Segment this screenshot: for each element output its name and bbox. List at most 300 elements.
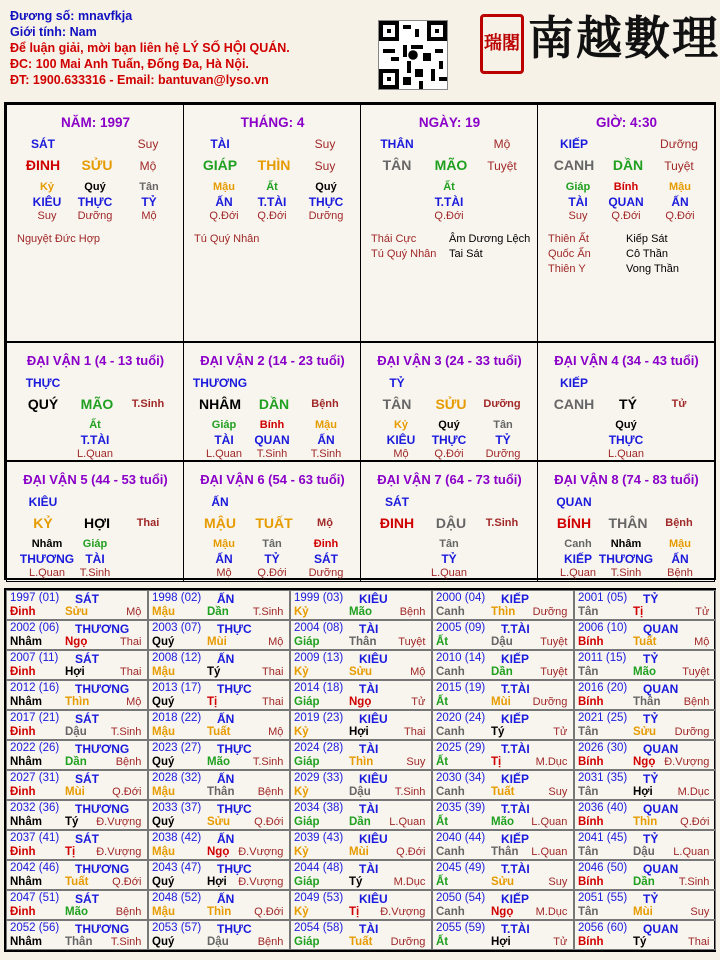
gender-label: Giới tính: bbox=[10, 25, 67, 39]
year-stage: M.Dục bbox=[393, 876, 426, 888]
year-branch: Sửu bbox=[65, 606, 89, 618]
year-stem: Kỷ bbox=[294, 906, 309, 918]
qr-code[interactable] bbox=[378, 20, 448, 90]
year-stem: Đinh bbox=[10, 846, 36, 858]
dai-van-cell bbox=[537, 461, 715, 582]
dai-van-branch: HỢI bbox=[84, 515, 110, 531]
year-label: 2031 (35) bbox=[578, 772, 628, 784]
hidden-stem: Mậu bbox=[669, 181, 691, 193]
dai-van-cell bbox=[360, 461, 538, 582]
hidden-stage: Mộ bbox=[141, 210, 157, 222]
hidden-god: T.TÀI bbox=[434, 195, 464, 209]
year-stage: Q.Đới bbox=[680, 816, 710, 828]
year-branch: Tị bbox=[633, 606, 644, 618]
year-god: T.TÀI bbox=[501, 622, 530, 636]
year-god: T.TÀI bbox=[501, 682, 530, 696]
year-stage: Mộ bbox=[694, 636, 710, 648]
year-stage: Thai bbox=[403, 726, 426, 738]
year-label: 2012 (16) bbox=[10, 682, 60, 694]
year-cell[interactable] bbox=[6, 770, 148, 800]
year-cell[interactable] bbox=[148, 620, 290, 650]
year-cell[interactable] bbox=[148, 590, 290, 620]
year-stem: Ất bbox=[436, 636, 449, 648]
year-label: 2033 (37) bbox=[152, 802, 202, 814]
pillar-branch: MÃO bbox=[434, 157, 468, 173]
star-left: Thiên Y bbox=[548, 263, 586, 275]
year-cell[interactable] bbox=[6, 890, 148, 920]
hidden-stage: L.Quan bbox=[607, 448, 645, 460]
year-god: KIÊU bbox=[359, 592, 388, 606]
year-god: TÀI bbox=[359, 622, 379, 636]
year-label: 2048 (52) bbox=[152, 892, 202, 904]
year-stage: Suy bbox=[690, 906, 710, 918]
year-cell[interactable] bbox=[290, 680, 432, 710]
year-stem: Nhâm bbox=[10, 636, 42, 648]
pillar-title: GIỜ: 4:30 bbox=[595, 115, 658, 130]
year-cell[interactable] bbox=[6, 920, 148, 950]
year-cell[interactable] bbox=[432, 830, 574, 860]
pillar-stage: Dưỡng bbox=[660, 137, 698, 151]
year-branch: Thìn bbox=[349, 756, 374, 768]
dai-van-title: ĐẠI VẬN 3 (24 - 33 tuổi) bbox=[377, 353, 522, 368]
year-label: 2027 (31) bbox=[10, 772, 60, 784]
year-branch: Hợi bbox=[65, 666, 85, 678]
year-label: 2040 (44) bbox=[436, 832, 486, 844]
dai-van-stem: MẬU bbox=[204, 515, 236, 531]
year-cell[interactable] bbox=[432, 800, 574, 830]
year-label: 1999 (03) bbox=[294, 592, 344, 604]
year-label: 2037 (41) bbox=[10, 832, 60, 844]
year-branch: Sửu bbox=[207, 816, 231, 828]
year-stage: Mộ bbox=[268, 726, 284, 738]
hidden-stage: Q.Đới bbox=[665, 210, 695, 222]
year-grid bbox=[4, 588, 716, 952]
year-branch: Tuất bbox=[65, 876, 89, 888]
year-stem: Đinh bbox=[10, 786, 36, 798]
year-label: 2052 (56) bbox=[10, 922, 60, 934]
hidden-stage: L.Quan bbox=[430, 567, 468, 579]
year-stage: Tuyệt bbox=[540, 636, 568, 648]
year-stem: Giáp bbox=[294, 816, 320, 828]
year-cell[interactable] bbox=[290, 770, 432, 800]
year-branch: Thìn bbox=[491, 606, 516, 618]
dai-van-stage: Dưỡng bbox=[483, 398, 521, 410]
year-god: THỰC bbox=[217, 802, 252, 816]
year-god: TÀI bbox=[359, 862, 379, 876]
year-label: 2053 (57) bbox=[152, 922, 202, 934]
year-stage: Q.Đới bbox=[254, 906, 284, 918]
star-left: Tú Quý Nhân bbox=[371, 248, 437, 260]
year-stage: Thai bbox=[261, 696, 284, 708]
year-cell[interactable] bbox=[574, 920, 716, 950]
year-stem: Ất bbox=[436, 936, 449, 948]
year-cell[interactable] bbox=[148, 860, 290, 890]
hidden-stem: Đinh bbox=[313, 538, 339, 550]
year-cell[interactable] bbox=[432, 770, 574, 800]
year-stem: Tân bbox=[578, 786, 599, 798]
hidden-stem: Tân bbox=[262, 538, 282, 550]
year-cell[interactable] bbox=[6, 680, 148, 710]
year-god: TÀI bbox=[359, 802, 379, 816]
hidden-god: ẤN bbox=[317, 433, 335, 447]
year-cell[interactable] bbox=[148, 800, 290, 830]
gender-value: Nam bbox=[69, 25, 97, 39]
year-label: 2009 (13) bbox=[294, 652, 344, 664]
year-label: 2054 (58) bbox=[294, 922, 344, 934]
year-cell[interactable] bbox=[432, 890, 574, 920]
year-stem: Ất bbox=[436, 696, 449, 708]
year-god: TÀI bbox=[359, 682, 379, 696]
year-cell[interactable] bbox=[6, 650, 148, 680]
hidden-god: ẤN bbox=[671, 195, 689, 209]
year-god: TỶ bbox=[643, 712, 659, 726]
year-label: 2034 (38) bbox=[294, 802, 344, 814]
year-god: TỶ bbox=[643, 772, 659, 786]
year-label: 2039 (43) bbox=[294, 832, 344, 844]
dai-van-branch: SỬU bbox=[435, 396, 467, 412]
star-right: Tai Sát bbox=[449, 248, 483, 260]
year-branch: Sửu bbox=[633, 726, 657, 738]
year-god: THƯƠNG bbox=[75, 742, 130, 756]
year-label: 2007 (11) bbox=[10, 652, 59, 664]
hidden-god: THƯƠNG bbox=[598, 552, 654, 566]
hidden-god: THỰC bbox=[77, 195, 113, 209]
year-stage: Thai bbox=[261, 666, 284, 678]
year-cell[interactable] bbox=[6, 590, 148, 620]
year-god: TỶ bbox=[643, 892, 659, 906]
year-stem: Bính bbox=[578, 636, 604, 648]
year-cell[interactable] bbox=[148, 740, 290, 770]
dai-van-branch: TUẤT bbox=[255, 515, 293, 531]
hidden-stem: Kỷ bbox=[39, 181, 55, 193]
dai-van-title: ĐẠI VẬN 8 (74 - 83 tuổi) bbox=[554, 472, 699, 487]
hidden-stage: Dưỡng bbox=[77, 210, 113, 222]
year-god: THỰC bbox=[217, 742, 252, 756]
hidden-stem: Tân bbox=[493, 419, 513, 431]
logo: 南越數理 bbox=[528, 11, 720, 65]
year-cell[interactable] bbox=[432, 680, 574, 710]
dai-van-god: TỶ bbox=[389, 376, 405, 390]
hidden-stem: Mậu bbox=[213, 538, 235, 550]
year-god: KIẾP bbox=[501, 892, 530, 906]
year-stage: Bệnh bbox=[683, 696, 710, 708]
hidden-god: THỰC bbox=[308, 195, 344, 209]
year-stage: Thai bbox=[119, 666, 142, 678]
hidden-stem: Canh bbox=[564, 538, 592, 550]
year-branch: Thân bbox=[207, 786, 235, 798]
year-stage: Mộ bbox=[410, 666, 426, 678]
year-label: 2051 (55) bbox=[578, 892, 628, 904]
hidden-god: TỶ bbox=[495, 433, 511, 447]
hidden-stage: Suy bbox=[37, 210, 57, 222]
year-god: KIẾP bbox=[501, 712, 530, 726]
year-stem: Giáp bbox=[294, 696, 320, 708]
year-god: T.TÀI bbox=[501, 922, 530, 936]
year-stem: Đinh bbox=[10, 906, 36, 918]
year-cell[interactable] bbox=[574, 770, 716, 800]
year-god: KIẾP bbox=[501, 832, 530, 846]
year-cell[interactable] bbox=[574, 830, 716, 860]
year-cell[interactable] bbox=[148, 650, 290, 680]
year-cell[interactable] bbox=[290, 800, 432, 830]
owner-value: mnavfkja bbox=[77, 9, 133, 23]
year-stage: Tuyệt bbox=[398, 636, 426, 648]
hidden-god: THỰC bbox=[431, 433, 467, 447]
hidden-stem: Giáp bbox=[82, 538, 108, 550]
year-cell[interactable] bbox=[6, 830, 148, 860]
year-stage: Suy bbox=[406, 756, 426, 768]
dai-van-stage: T.Sinh bbox=[485, 517, 519, 529]
dai-van-stem: BÍNH bbox=[556, 515, 592, 531]
hidden-stage: T.Sinh bbox=[79, 567, 111, 579]
year-cell[interactable] bbox=[432, 920, 574, 950]
hidden-stem: Tân bbox=[139, 181, 159, 193]
year-god: KIẾP bbox=[501, 592, 530, 606]
year-cell[interactable] bbox=[148, 830, 290, 860]
year-label: 2030 (34) bbox=[436, 772, 486, 784]
year-stage: Tuyệt bbox=[682, 666, 710, 678]
dai-van-god: SÁT bbox=[385, 495, 409, 509]
hidden-god: KIÊU bbox=[32, 195, 62, 209]
year-cell[interactable] bbox=[148, 890, 290, 920]
year-cell[interactable] bbox=[432, 650, 574, 680]
year-cell[interactable] bbox=[290, 740, 432, 770]
year-cell[interactable] bbox=[290, 620, 432, 650]
year-label: 2006 (10) bbox=[578, 622, 628, 634]
year-label: 2023 (27) bbox=[152, 742, 202, 754]
year-god: QUAN bbox=[643, 682, 679, 696]
year-god: THƯƠNG bbox=[75, 622, 130, 636]
hidden-god: QUAN bbox=[254, 433, 290, 447]
hidden-stage: T.Sinh bbox=[310, 448, 342, 460]
year-god: SÁT bbox=[75, 592, 99, 606]
year-stem: Quý bbox=[152, 756, 175, 768]
year-branch: Ngọ bbox=[349, 696, 372, 708]
year-stem: Nhâm bbox=[10, 756, 42, 768]
dai-van-god: ẤN bbox=[211, 495, 229, 509]
year-branch: Hợi bbox=[207, 876, 227, 888]
year-stem: Mậu bbox=[152, 726, 175, 738]
year-label: 2038 (42) bbox=[152, 832, 202, 844]
year-label: 2055 (59) bbox=[436, 922, 486, 934]
year-stage: Dưỡng bbox=[390, 936, 426, 948]
hidden-stage: L.Quan bbox=[28, 567, 66, 579]
year-branch: Thìn bbox=[65, 696, 90, 708]
year-label: 2025 (29) bbox=[436, 742, 486, 754]
dai-van-god: THƯƠNG bbox=[192, 376, 248, 390]
year-stem: Mậu bbox=[152, 906, 175, 918]
star-right: Cô Thần bbox=[626, 248, 668, 260]
hidden-god: TỶ bbox=[264, 552, 280, 566]
year-stem: Bính bbox=[578, 876, 604, 888]
year-god: T.TÀI bbox=[501, 802, 530, 816]
year-cell[interactable] bbox=[574, 590, 716, 620]
year-cell[interactable] bbox=[574, 860, 716, 890]
year-cell[interactable] bbox=[290, 710, 432, 740]
dai-van-god: THỰC bbox=[25, 376, 61, 390]
year-stem: Mậu bbox=[152, 786, 175, 798]
hidden-stage: Suy bbox=[568, 210, 588, 222]
dai-van-stage: Thai bbox=[136, 517, 160, 529]
year-stage: L.Quan bbox=[531, 846, 568, 858]
year-branch: Thân bbox=[633, 696, 661, 708]
year-cell[interactable] bbox=[290, 920, 432, 950]
year-stage: Bệnh bbox=[115, 906, 142, 918]
hidden-god: TÀI bbox=[214, 433, 234, 447]
year-stem: Bính bbox=[578, 696, 604, 708]
pillar-cell bbox=[6, 104, 184, 342]
year-stage: Mộ bbox=[126, 606, 142, 618]
year-god: THƯƠNG bbox=[75, 682, 130, 696]
year-branch: Dậu bbox=[65, 726, 87, 738]
year-cell[interactable] bbox=[6, 740, 148, 770]
dai-van-cell bbox=[183, 461, 361, 582]
year-cell[interactable] bbox=[290, 860, 432, 890]
year-branch: Mão bbox=[633, 666, 656, 678]
contact-line-3: ĐT: 1900.633316 - Email: bantuvan@lyso.vn bbox=[10, 73, 269, 87]
year-cell[interactable] bbox=[290, 830, 432, 860]
year-cell[interactable] bbox=[574, 740, 716, 770]
year-cell[interactable] bbox=[574, 680, 716, 710]
year-branch: Tị bbox=[207, 696, 218, 708]
year-label: 2035 (39) bbox=[436, 802, 486, 814]
year-god: QUAN bbox=[643, 922, 679, 936]
year-label: 2043 (47) bbox=[152, 862, 202, 874]
year-label: 2003 (07) bbox=[152, 622, 202, 634]
year-cell[interactable] bbox=[574, 800, 716, 830]
year-label: 2032 (36) bbox=[10, 802, 60, 814]
year-stage: Đ.Vượng bbox=[238, 846, 284, 858]
hidden-stem: Ất bbox=[266, 181, 278, 193]
hidden-stage: Bệnh bbox=[667, 567, 693, 579]
year-stage: Dưỡng bbox=[532, 696, 568, 708]
year-cell[interactable] bbox=[432, 740, 574, 770]
star-left: Tú Quý Nhân bbox=[194, 233, 260, 245]
year-branch: Mùi bbox=[491, 696, 511, 708]
year-branch: Dần bbox=[633, 876, 655, 888]
year-stem: Bính bbox=[578, 936, 604, 948]
hidden-god: TỶ bbox=[141, 195, 157, 209]
year-cell[interactable] bbox=[432, 710, 574, 740]
year-stage: T.Sinh bbox=[252, 606, 284, 618]
hidden-stage: Mộ bbox=[393, 448, 409, 460]
year-label: 1998 (02) bbox=[152, 592, 202, 604]
year-branch: Tị bbox=[349, 906, 360, 918]
year-label: 2004 (08) bbox=[294, 622, 344, 634]
year-branch: Hợi bbox=[349, 726, 369, 738]
year-god: QUAN bbox=[643, 742, 679, 756]
contact-line-1: Để luận giải, mời bạn liên hệ LÝ SỐ HỘI QUÁN. bbox=[10, 41, 290, 55]
year-god: THƯƠNG bbox=[75, 922, 130, 936]
dai-van-cell bbox=[183, 342, 361, 461]
year-stage: M.Dục bbox=[535, 756, 568, 768]
pillar-god: KIẾP bbox=[559, 137, 588, 151]
year-cell[interactable] bbox=[574, 890, 716, 920]
year-cell[interactable] bbox=[6, 800, 148, 830]
year-stem: Nhâm bbox=[10, 876, 42, 888]
year-branch: Hợi bbox=[491, 936, 511, 948]
hidden-stem: Ất bbox=[443, 181, 455, 193]
year-cell[interactable] bbox=[6, 860, 148, 890]
year-branch: Tuất bbox=[349, 936, 373, 948]
hidden-god: QUAN bbox=[608, 195, 644, 209]
hidden-stage: Dưỡng bbox=[308, 567, 344, 579]
year-cell[interactable] bbox=[290, 590, 432, 620]
year-stem: Tân bbox=[578, 906, 599, 918]
year-cell[interactable] bbox=[574, 650, 716, 680]
year-god: THỰC bbox=[217, 922, 252, 936]
pillar-god: TÀI bbox=[210, 137, 230, 151]
year-label: 2014 (18) bbox=[294, 682, 344, 694]
dai-van-stem: ĐINH bbox=[379, 515, 415, 531]
year-god: SÁT bbox=[75, 772, 99, 786]
year-stem: Canh bbox=[436, 726, 465, 738]
year-cell[interactable] bbox=[290, 650, 432, 680]
year-cell[interactable] bbox=[148, 920, 290, 950]
pillar-stage: Suy bbox=[137, 137, 159, 151]
year-label: 2016 (20) bbox=[578, 682, 628, 694]
year-branch: Sửu bbox=[349, 666, 373, 678]
hidden-god: T.TÀI bbox=[80, 433, 110, 447]
year-cell[interactable] bbox=[432, 860, 574, 890]
year-stem: Mậu bbox=[152, 666, 175, 678]
year-stage: Suy bbox=[548, 786, 568, 798]
year-cell[interactable] bbox=[432, 620, 574, 650]
year-cell[interactable] bbox=[148, 680, 290, 710]
year-branch: Dậu bbox=[491, 636, 513, 648]
year-god: KIÊU bbox=[359, 832, 388, 846]
year-stem: Kỷ bbox=[294, 666, 309, 678]
year-stage: Mộ bbox=[126, 696, 142, 708]
year-label: 2010 (14) bbox=[436, 652, 486, 664]
hidden-stem: Mậu bbox=[669, 538, 691, 550]
year-label: 2017 (21) bbox=[10, 712, 60, 724]
year-cell[interactable] bbox=[6, 710, 148, 740]
dai-van-title: ĐẠI VẬN 7 (64 - 73 tuổi) bbox=[377, 472, 522, 487]
year-stem: Kỷ bbox=[294, 606, 309, 618]
year-cell[interactable] bbox=[6, 620, 148, 650]
year-cell[interactable] bbox=[148, 770, 290, 800]
pillar-cell bbox=[360, 104, 538, 342]
year-stem: Giáp bbox=[294, 756, 320, 768]
dai-van-branch: DẦN bbox=[258, 396, 290, 412]
year-branch: Tị bbox=[491, 756, 502, 768]
year-cell[interactable] bbox=[574, 620, 716, 650]
hidden-stem: Bính bbox=[613, 181, 639, 193]
hidden-god: ẤN bbox=[215, 195, 233, 209]
dai-van-title: ĐẠI VẬN 6 (54 - 63 tuổi) bbox=[200, 472, 345, 487]
year-god: KIÊU bbox=[359, 712, 388, 726]
year-branch: Tuất bbox=[633, 636, 657, 648]
year-cell[interactable] bbox=[432, 590, 574, 620]
year-cell[interactable] bbox=[290, 890, 432, 920]
year-stage: Q.Đới bbox=[112, 786, 142, 798]
dai-van-stage: Bệnh bbox=[665, 517, 693, 529]
dai-van-stem: NHÂM bbox=[199, 396, 241, 412]
year-cell[interactable] bbox=[574, 710, 716, 740]
year-cell[interactable] bbox=[148, 710, 290, 740]
hidden-stem: Kỷ bbox=[393, 419, 409, 431]
pillar-stem: TÂN bbox=[382, 157, 412, 173]
hidden-stem: Mậu bbox=[315, 419, 337, 431]
year-branch: Dậu bbox=[349, 786, 371, 798]
year-stage: L.Quan bbox=[673, 846, 710, 858]
bazi-chart bbox=[4, 102, 716, 580]
year-branch: Sửu bbox=[491, 876, 515, 888]
year-stage: L.Quan bbox=[531, 816, 568, 828]
year-label: 2005 (09) bbox=[436, 622, 486, 634]
pillar-stage: Mộ bbox=[493, 137, 511, 151]
